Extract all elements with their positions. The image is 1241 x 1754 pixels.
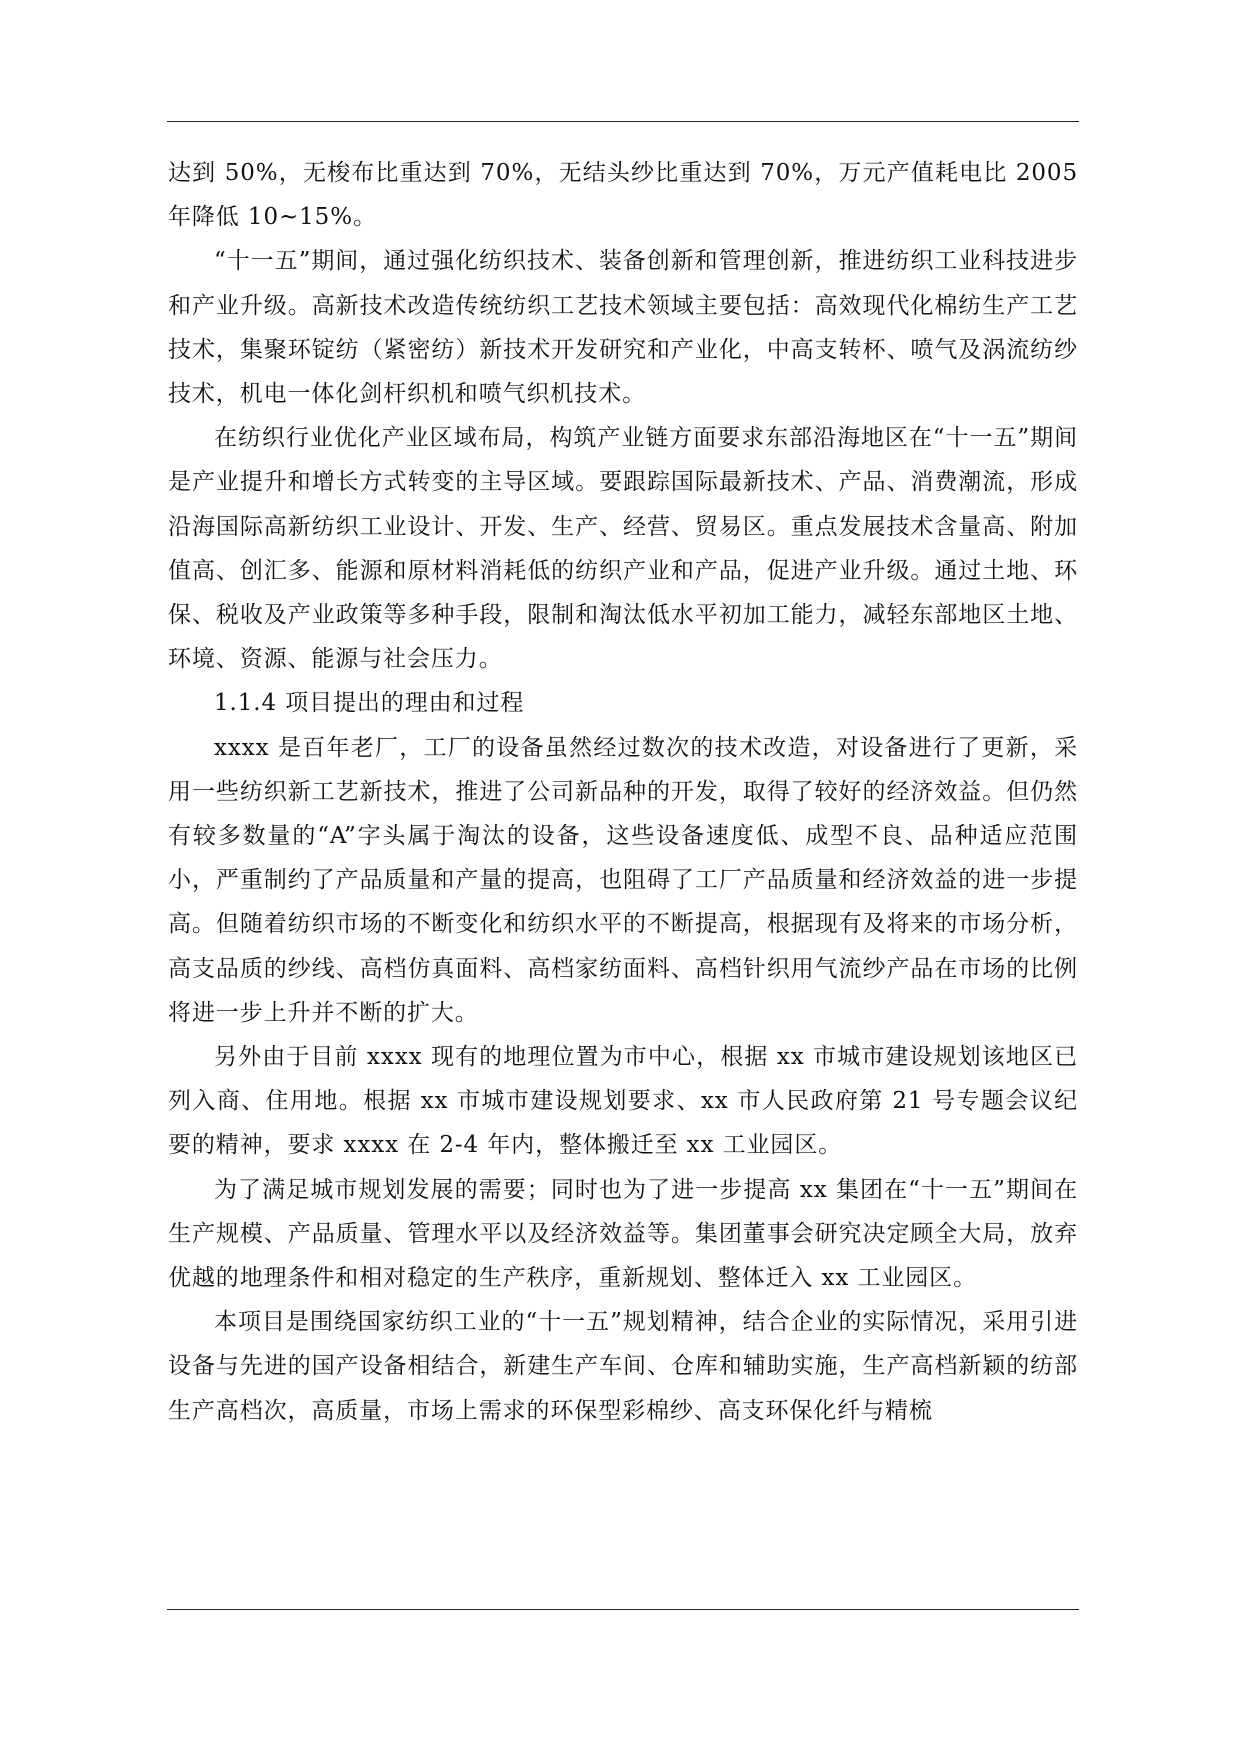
paragraph-factory-background: xxxx 是百年老厂，工厂的设备虽然经过数次的技术改造，对设备进行了更新，采用一些纺织新工艺新技术，推进了公司新品种的开发，取得了较好的经济效益。但仍然有较多数量的“A”字头属于淘汰的设备，这些设备速度低、成型不良、品种适应范围小，严重制约了产品质量和产量的提高，也阻碍了工厂产品质量和经济效益的进一步提高。但随着纺织市场的不断变化和纺织水平的不断提高，根据现有及将来的市场分析，高支品质的纱线、高档仿真面料、高档家纺面料、高档针织用气流纱产品在市场的比例将进一步上升并不断的扩大。 (168, 734, 1078, 1026)
paragraph-continuation: 达到 50%，无梭布比重达到 70%，无结头纱比重达到 70%，万元产值耗电比 2005 年降低 10~15%。 (168, 160, 1078, 231)
paragraph-regional-layout: 在纺织行业优化产业区域布局，构筑产业链方面要求东部沿海地区在“十一五”期间是产业提升和增长方式转变的主导区域。要跟踪国际最新技术、产品、消费潮流，形成沿海国际高新纺织工业设计、开发、生产、经营、贸易区。重点发展技术含量高、附加值高、创汇多、能源和原材料消耗低的纺织产业和产品，促进产业升级。通过土地、环保、税收及产业政策等多种手段，限制和淘汰低水平初加工能力，减轻东部地区土地、环境、资源、能源与社会压力。 (168, 425, 1078, 673)
paragraph-relocation-reason: 另外由于目前 xxxx 现有的地理位置为市中心，根据 xx 市城市建设规划该地区已列入商、住用地。根据 xx 市城市建设规划要求、xx 市人民政府第 21 号专题会议纪要的精神，要求 xxxx 在 2-4 年内，整体搬迁至 xx 工业园区。 (168, 1044, 1079, 1159)
document-body (168, 151, 1078, 1433)
paragraph-project-scope: 本项目是围绕国家纺织工业的“十一五”规划精神，结合企业的实际情况，采用引进设备与先进的国产设备相结合，新建生产车间、仓库和辅助实施，生产高档新颖的纺部生产高档次，高质量，市场上需求的环保型彩棉纱、高支环保化纤与精梳 (168, 1309, 1078, 1424)
paragraph-eleventh-five-year-tech: “十一五”期间，通过强化纺织技术、装备创新和管理创新，推进纺织工业科技进步和产业升级。高新技术改造传统纺织工艺技术领域主要包括：高效现代化棉纺生产工艺技术，集聚环锭纺（紧密纺）新技术开发研究和产业化，中高支转杯、喷气及涡流纺纱技术，机电一体化剑杆织机和喷气织机技术。 (168, 248, 1078, 408)
header-rule (167, 121, 1079, 122)
footer-rule (167, 1609, 1079, 1610)
paragraph-board-decision: 为了满足城市规划发展的需要；同时也为了进一步提高 xx 集团在“十一五”期间在生产规模、产品质量、管理水平以及经济效益等。集团董事会研究决定顾全大局，放弃优越的地理条件和相对稳定的生产秩序，重新规划、整体迁入 xx 工业园区。 (168, 1176, 1078, 1292)
section-heading: 1.1.4 项目提出的理由和过程 (214, 690, 525, 717)
